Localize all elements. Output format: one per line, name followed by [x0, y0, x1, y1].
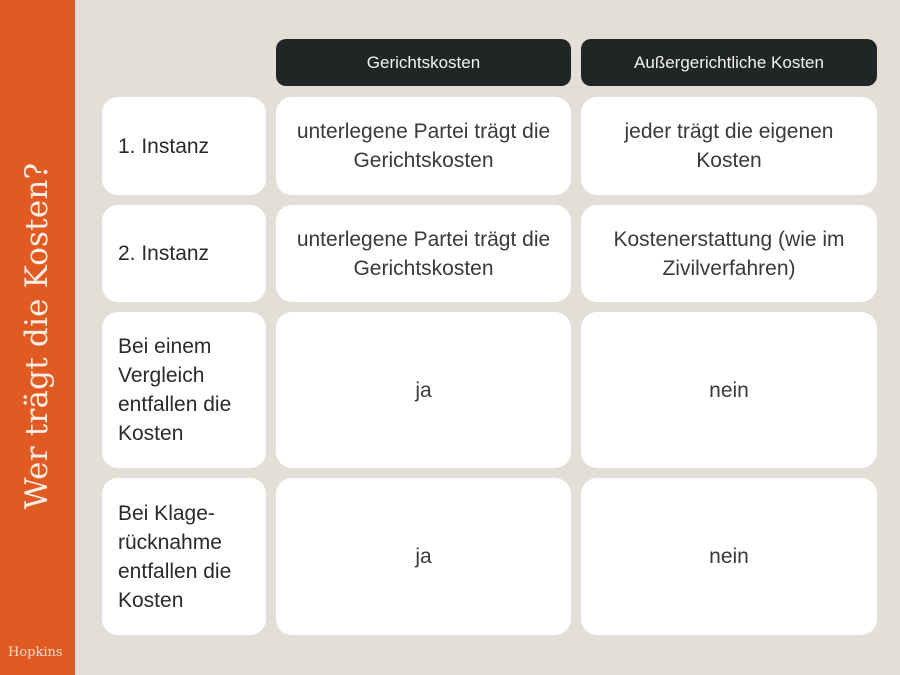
table-cell: nein: [581, 478, 877, 635]
sidebar: [0, 0, 75, 675]
column-header-aussergerichtliche-kosten: Außergerichtliche Kosten: [581, 39, 877, 86]
row-label: 2. Instanz: [102, 205, 266, 302]
table-cell: jeder trägt die eigenen Kosten: [581, 97, 877, 195]
row-label: 1. Instanz: [102, 97, 266, 195]
table-cell: ja: [276, 312, 571, 468]
table-cell: unterlegene Partei trägt die Gerichtskosten: [276, 97, 571, 195]
table-cell: unterlegene Partei trägt die Gerichtskosten: [276, 205, 571, 302]
table-cell: nein: [581, 312, 877, 468]
page-title: Wer trägt die Kosten?: [19, 162, 55, 510]
table-cell: ja: [276, 478, 571, 635]
row-label: Bei einem Vergleich entfallen die Kosten: [102, 312, 266, 468]
brand-logo: Hopkins: [8, 645, 63, 660]
row-label: Bei Klage-rücknahme entfallen die Kosten: [102, 478, 266, 635]
column-header-gerichtskosten: Gerichtskosten: [276, 39, 571, 86]
table-cell: Kostenerstattung (wie im Zivilverfahren): [581, 205, 877, 302]
